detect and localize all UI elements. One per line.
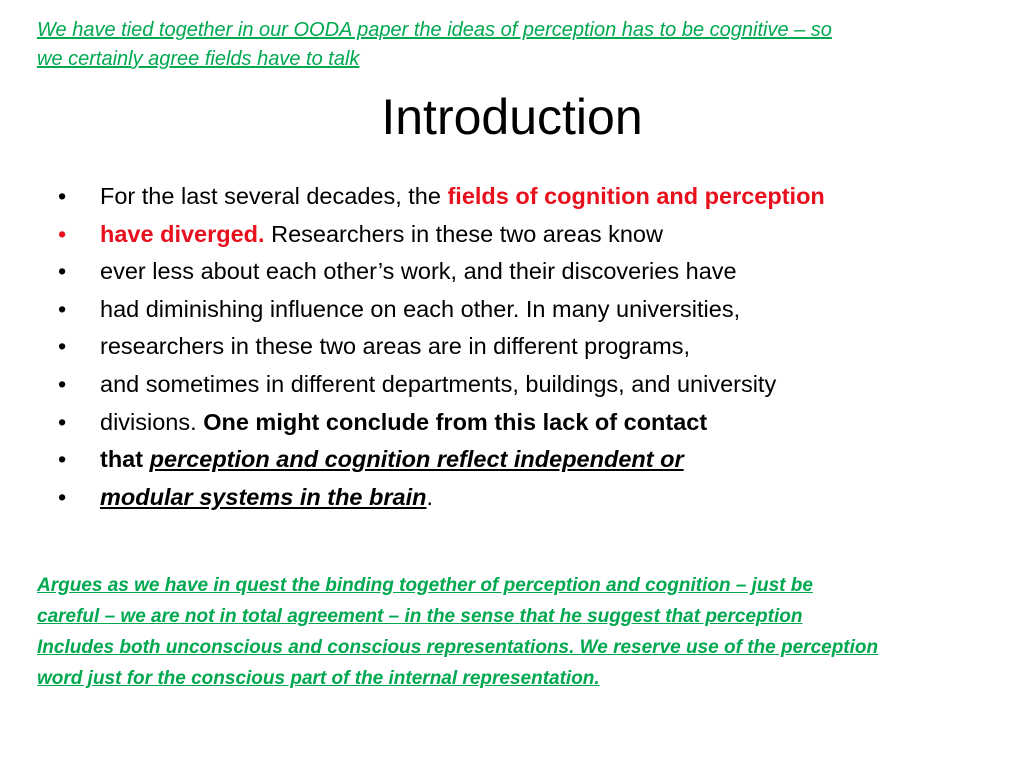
bullet-item <box>58 216 998 254</box>
bullet-emphasis: fields of cognition and perception <box>447 183 825 209</box>
bullet-item <box>58 253 998 291</box>
bullet-icon: • <box>58 370 67 397</box>
top-annotation <box>37 16 997 74</box>
bullet-item <box>58 366 998 404</box>
bullet-text: Researchers in these two areas know <box>264 220 663 247</box>
top-annotation-text: we certainly agree fields have to talk <box>37 48 360 70</box>
bullet-text: For the last several decades, the <box>100 183 448 209</box>
bottom-annotation <box>37 570 1012 694</box>
bullet-item <box>58 328 998 366</box>
bullet-item <box>58 441 998 479</box>
bullet-text: divisions. <box>100 408 204 435</box>
bullet-text: had diminishing influence on each other. In many universities, <box>100 295 741 322</box>
top-annotation-line <box>37 16 997 45</box>
bottom-annotation-line <box>37 570 1012 601</box>
slide-title: Introduction <box>381 89 643 145</box>
bullet-icon: • <box>58 333 67 360</box>
bullet-icon: • <box>58 258 67 285</box>
bullet-item <box>58 178 998 216</box>
bottom-annotation-text: Includes both unconscious and conscious representations. We reserve use of the perception <box>37 637 879 658</box>
bullet-text: researchers in these two areas are in different programs, <box>100 333 690 360</box>
bullet-icon: • <box>58 220 67 247</box>
bullet-item <box>58 479 998 517</box>
bullet-emphasis: modular systems in the brain <box>100 483 427 510</box>
bullet-icon: • <box>58 408 67 435</box>
bottom-annotation-line <box>37 601 1012 632</box>
bullet-text: . <box>426 483 434 510</box>
bullet-emphasis: that <box>100 446 150 473</box>
bullet-emphasis: have diverged. <box>100 220 265 247</box>
bottom-annotation-line <box>37 663 1012 694</box>
bottom-annotation-text: Argues as we have in quest the binding together of perception and cognition – just be <box>37 575 813 596</box>
top-annotation-text: We have tied together in our OODA paper the ideas of perception has to be cognitive – so <box>37 19 832 41</box>
bullet-icon: • <box>58 483 67 510</box>
bullet-icon: • <box>58 183 67 209</box>
bullet-emphasis: perception and cognition reflect independent or <box>149 446 684 473</box>
bottom-annotation-text: word just for the conscious part of the internal representation. <box>37 668 600 689</box>
bullet-item <box>58 404 998 442</box>
bullet-text: ever less about each other’s work, and their discoveries have <box>100 258 737 285</box>
bottom-annotation-text: careful – we are not in total agreement – in the sense that he suggest that perception <box>37 606 803 627</box>
bullet-text: and sometimes in different departments, buildings, and university <box>100 370 777 397</box>
bullet-icon: • <box>58 446 67 473</box>
top-annotation-line <box>37 45 997 74</box>
bullet-emphasis: One might conclude from this lack of contact <box>203 408 708 435</box>
bullet-list <box>58 178 998 516</box>
bullet-icon: • <box>58 295 67 322</box>
bottom-annotation-line <box>37 632 1012 663</box>
bullet-item <box>58 291 998 329</box>
